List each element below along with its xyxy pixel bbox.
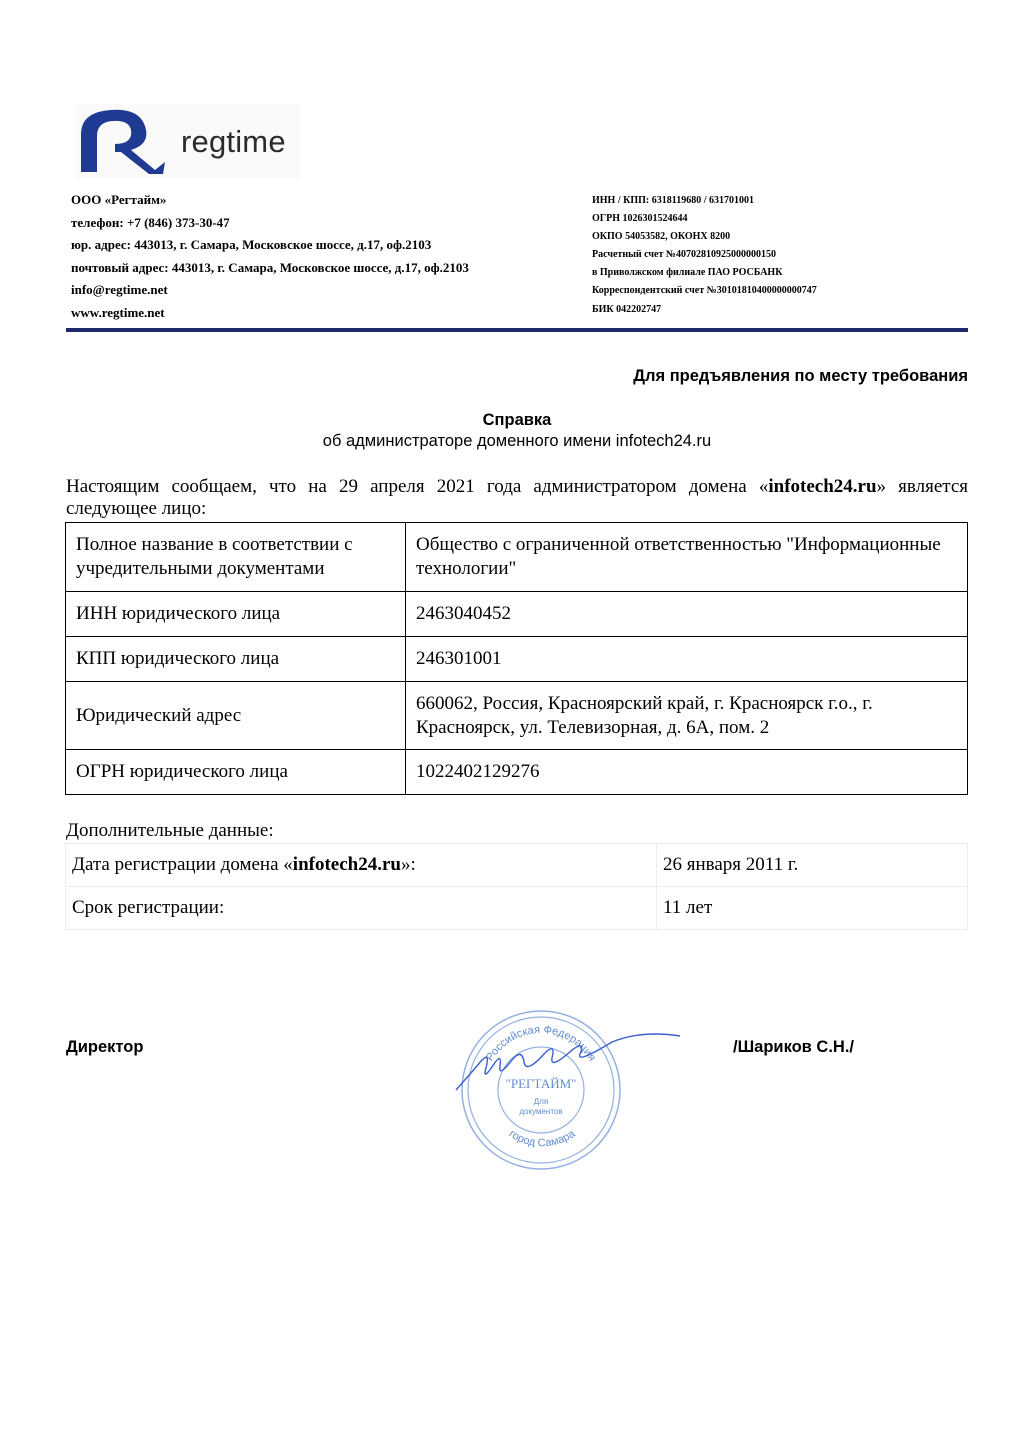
table-row — [66, 592, 968, 637]
row-label: ОГРН юридического лица — [66, 750, 406, 795]
bank-details — [592, 192, 817, 319]
stamp-ring-bottom: город Самара — [506, 1127, 578, 1150]
logo-text: regtime — [181, 124, 286, 159]
reg-date-label — [66, 844, 657, 887]
bik: БИК 042202747 — [592, 303, 662, 315]
table-row — [66, 844, 968, 887]
settlement-account: Расчетный счет №40702810925000000150 — [592, 249, 776, 261]
document-subtitle: об администраторе доменного имени infotech24.ru — [322, 432, 712, 450]
intro-text-before: Настоящим сообщаем, что на 29 апреля 2021 года администратором домена « — [66, 476, 769, 497]
signatory-name: /Шариков С.Н./ — [733, 1038, 854, 1056]
row-label: Полное название в соответствии с учредительными документами — [66, 523, 406, 592]
company-website: www.regtime.net — [71, 304, 165, 320]
header-divider — [66, 328, 968, 332]
inn-kpp: ИНН / КПП: 6318119680 / 631701001 — [592, 195, 754, 206]
stamp-center-name: "РЕГТАЙМ" — [505, 1076, 577, 1091]
stamp-center-line2: документов — [519, 1107, 563, 1116]
reg-date-prefix: Дата регистрации домена « — [72, 854, 293, 875]
intro-text-after: » является следующее лицо: — [66, 476, 968, 519]
administrator-table — [65, 522, 968, 795]
row-value: 2463040452 — [406, 592, 968, 637]
signatory-title: Директор — [66, 1038, 144, 1056]
reg-date-suffix: »: — [400, 854, 416, 875]
regtime-logo-icon — [75, 104, 175, 178]
term-value: 11 лет — [657, 887, 968, 930]
row-value: Общество с ограниченной ответственностью "Информационные технологии" — [406, 523, 968, 592]
intro-domain: infotech24.ru — [768, 476, 877, 497]
company-stamp — [452, 1002, 682, 1182]
ogrn: ОГРН 1026301524644 — [592, 213, 688, 225]
row-label: ИНН юридического лица — [66, 592, 406, 637]
company-legal-address: юр. адрес: 443013, г. Самара, Московское шоссе, д.17, оф.2103 — [71, 237, 432, 253]
stamp-ring-top: Российская Федерация — [483, 1023, 599, 1064]
row-value: 1022402129276 — [406, 750, 968, 795]
table-row — [66, 887, 968, 930]
correspondent-account: Корреспондентский счет №30101810400000000747 — [592, 285, 817, 297]
document-title: Справка — [482, 411, 552, 429]
additional-data-label: Дополнительные данные: — [66, 820, 274, 841]
company-email: info@regtime.net — [71, 282, 168, 298]
reg-date-domain: infotech24.ru — [292, 854, 401, 875]
row-value: 660062, Россия, Красноярский край, г. Красноярск г.о., г. Красноярск, ул. Телевизорная, д. 6А, пом. 2 — [406, 682, 968, 750]
company-logo — [75, 104, 300, 178]
reg-date-value: 26 января 2011 г. — [657, 844, 968, 887]
table-row — [66, 523, 968, 592]
table-row — [66, 637, 968, 682]
stamp-center-line1: Для — [533, 1097, 549, 1106]
intro-paragraph — [66, 476, 968, 520]
okpo-okonh: ОКПО 54053582, ОКОНХ 8200 — [592, 231, 731, 243]
company-details — [71, 189, 469, 325]
row-value: 246301001 — [406, 637, 968, 682]
table-row — [66, 682, 968, 750]
row-label: Юридический адрес — [66, 682, 406, 750]
company-name: ООО «Регтайм» — [71, 192, 167, 207]
table-row — [66, 750, 968, 795]
bank-branch: в Приволжском филиале ПАО РОСБАНК — [592, 267, 783, 279]
company-phone: телефон: +7 (846) 373-30-47 — [71, 214, 230, 230]
term-label: Срок регистрации: — [66, 887, 657, 930]
row-label: КПП юридического лица — [66, 637, 406, 682]
recipient-note: Для предъявления по месту требования — [633, 367, 968, 385]
additional-data-table — [65, 843, 968, 930]
company-postal-address: почтовый адрес: 443013, г. Самара, Московское шоссе, д.17, оф.2103 — [71, 259, 469, 275]
